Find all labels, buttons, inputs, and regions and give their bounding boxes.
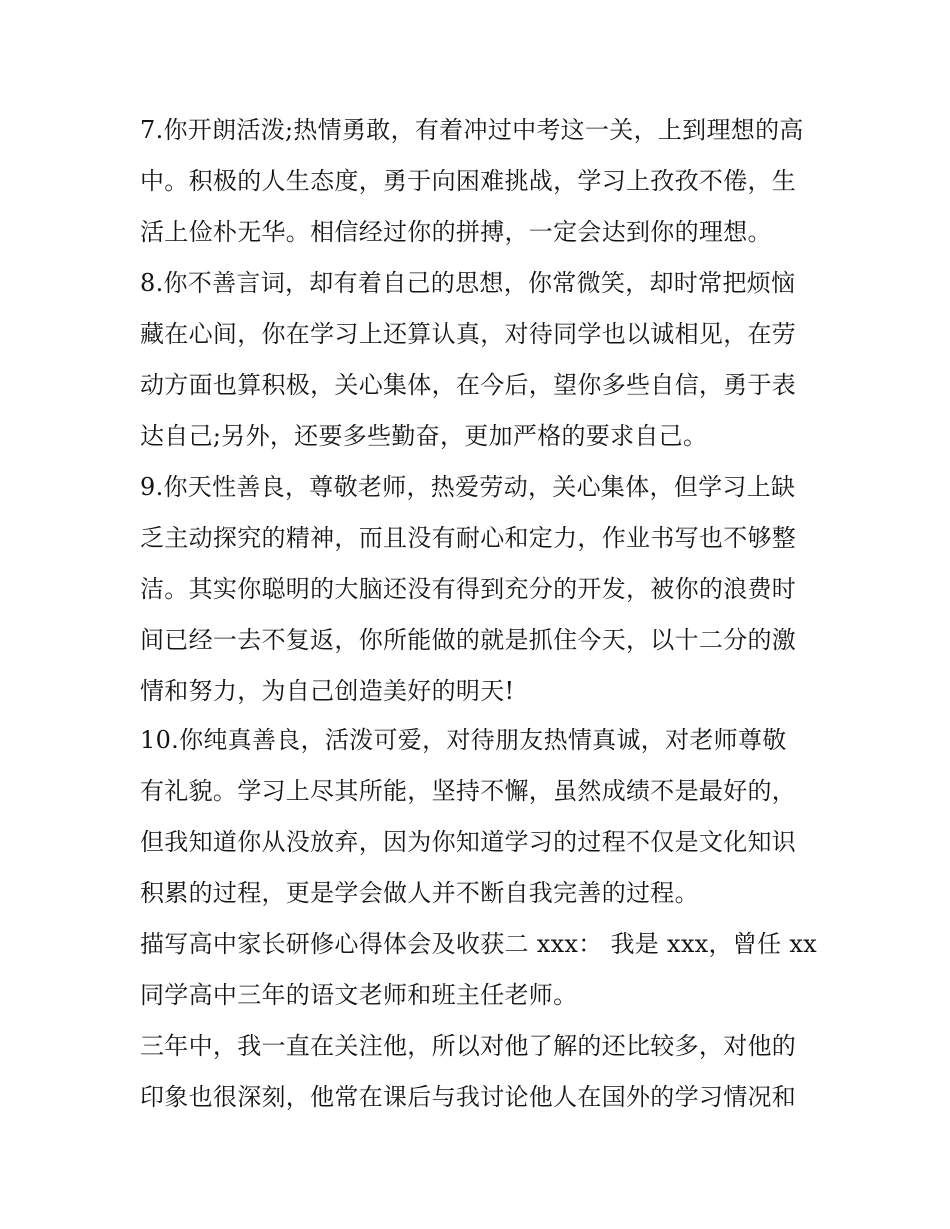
text-line: 动方面也算积极，关心集体，在今后，望你多些自信，勇于表 (140, 371, 797, 399)
text-line: 乏主动探究的精神，而且没有耐心和定力，作业书写也不够整 (140, 524, 797, 552)
text-line: 中。积极的人生态度，勇于向困难挑战，学习上孜孜不倦，生 (140, 167, 797, 195)
text-line: 但我知道你从没放弃，因为你知道学习的过程不仅是文化知识 (140, 828, 797, 856)
text-line: 藏在心间，你在学习上还算认真，对待同学也以诚相见，在劳 (140, 320, 797, 348)
text-line: 8.你不善言词，却有着自己的思想，你常微笑，却时常把烦恼 (140, 269, 796, 297)
text-line: 7.你开朗活泼;热情勇敢，有着冲过中考这一关，上到理想的高 (140, 116, 804, 144)
text-line: 洁。其实你聪明的大脑还没有得到充分的开发，被你的浪费时 (140, 575, 797, 603)
text-line: 达自己;另外，还要多些勤奋，更加严格的要求自己。 (140, 422, 708, 450)
text-line: 描写高中家长研修心得体会及收获二 xxx： 我是 xxx，曾任 xx (140, 930, 817, 958)
text-line: 间已经一去不复返，你所能做的就是抓住今天，以十二分的激 (140, 626, 797, 654)
text-line: 印象也很深刻，他常在课后与我讨论他人在国外的学习情况和 (140, 1083, 797, 1111)
text-line: 有礼貌。学习上尽其所能，坚持不懈，虽然成绩不是最好的， (140, 777, 797, 805)
text-line: 情和努力，为自己创造美好的明天! (140, 677, 515, 705)
text-line: 积累的过程，更是学会做人并不断自我完善的过程。 (140, 879, 699, 907)
text-line: 9.你天性善良，尊敬老师，热爱劳动，关心集体，但学习上缺 (140, 473, 796, 501)
text-line: 10.你纯真善良，活泼可爱，对待朋友热情真诚，对老师尊敬 (140, 726, 787, 754)
text-line: 同学高中三年的语文老师和班主任老师。 (140, 981, 578, 1009)
text-line: 三年中，我一直在关注他，所以对他了解的还比较多，对他的 (140, 1032, 797, 1060)
text-line: 活上俭朴无华。相信经过你的拼搏，一定会达到你的理想。 (140, 218, 772, 246)
